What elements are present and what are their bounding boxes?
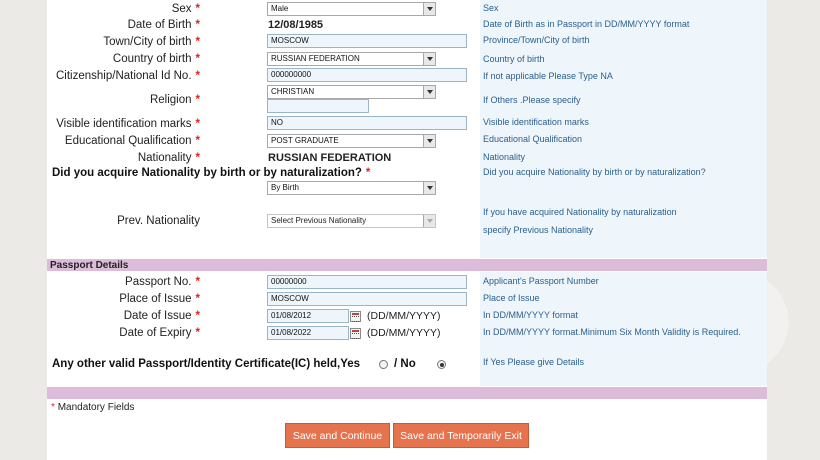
acquire-label: Did you acquire Nationality by birth or by naturalization? *	[52, 167, 371, 179]
help-country: Country of birth	[483, 54, 545, 64]
row-id-marks	[47, 116, 767, 133]
date-of-issue-label: Date of Issue *	[123, 310, 200, 322]
other-passport-no-label: / No	[394, 358, 416, 370]
date-of-issue-format: (DD/MM/YYYY)	[367, 310, 441, 322]
place-of-issue-label: Place of Issue *	[119, 293, 200, 305]
calendar-icon[interactable]	[350, 311, 361, 322]
chevron-down-icon	[423, 135, 435, 147]
help-prev-nationality-1: If you have acquired Nationality by naturalization	[483, 207, 677, 217]
help-religion: If Others .Please specify	[483, 95, 581, 105]
nationality-label: Nationality *	[137, 152, 200, 164]
bottom-section-bar	[47, 387, 767, 399]
acquire-select[interactable]: By Birth	[267, 181, 436, 195]
chevron-down-icon	[423, 215, 435, 227]
chevron-down-icon	[423, 53, 435, 65]
place-of-issue-input[interactable]: MOSCOW	[267, 292, 467, 306]
religion-label: Religion *	[149, 94, 200, 106]
date-of-expiry-input[interactable]: 01/08/2022	[267, 326, 349, 340]
city-label: Town/City of birth *	[103, 36, 200, 48]
citizenship-input[interactable]: 000000000	[267, 68, 467, 82]
passport-no-input[interactable]: 00000000	[267, 275, 467, 289]
dob-label: Date of Birth *	[127, 19, 200, 31]
religion-other-input[interactable]	[267, 99, 369, 113]
passport-section-bar	[47, 259, 767, 271]
help-passport-no: Applicant's Passport Number	[483, 276, 599, 286]
passport-no-label: Passport No. *	[125, 276, 200, 288]
dob-value: 12/08/1985	[268, 19, 324, 31]
religion-select[interactable]: CHRISTIAN	[267, 85, 436, 99]
help-nationality: Nationality	[483, 152, 526, 162]
qualification-label: Educational Qualification *	[64, 135, 200, 147]
sex-select[interactable]: Male	[267, 2, 436, 16]
country-select[interactable]: RUSSIAN FEDERATION	[267, 52, 436, 66]
row-religion	[47, 85, 767, 106]
id-marks-label: Visible identification marks *	[56, 118, 200, 130]
help-other-passport: If Yes Please give Details	[483, 357, 585, 367]
help-id-marks: Visible identification marks	[483, 117, 589, 127]
other-passport-yes-radio[interactable]	[379, 360, 388, 369]
qualification-select[interactable]: POST GRADUATE	[267, 134, 436, 148]
date-of-expiry-format: (DD/MM/YYYY)	[367, 327, 441, 339]
chevron-down-icon	[423, 86, 435, 98]
row-sex	[47, 1, 767, 18]
help-prev-nationality-2: specify Previous Nationality	[483, 225, 594, 235]
nationality-value: RUSSIAN FEDERATION	[268, 152, 392, 164]
sex-label: Sex *	[171, 3, 200, 15]
row-citizenship	[47, 68, 767, 85]
row-passport-no	[47, 275, 767, 292]
other-passport-no-radio[interactable]	[437, 360, 446, 369]
help-date-of-issue: In DD/MM/YYYY format	[483, 310, 578, 320]
row-place-of-issue	[47, 292, 767, 309]
id-marks-input[interactable]: NO	[267, 116, 467, 130]
country-label: Country of birth *	[112, 53, 200, 65]
help-city: Province/Town/City of birth	[483, 35, 590, 45]
mandatory-note: * Mandatory Fields	[51, 402, 135, 413]
row-nationality	[47, 150, 767, 167]
row-other-passport	[47, 357, 767, 374]
save-continue-button[interactable]: Save and Continue	[285, 423, 390, 448]
help-citizenship: If not applicable Please Type NA	[483, 71, 613, 81]
prev-nationality-label: Prev. Nationality	[117, 215, 200, 227]
citizenship-label: Citizenship/National Id No. *	[56, 70, 200, 82]
help-sex: Sex	[483, 3, 499, 13]
date-of-issue-input[interactable]: 01/08/2012	[267, 309, 349, 323]
help-dob: Date of Birth as in Passport in DD/MM/YYYY format	[483, 19, 690, 29]
prev-nationality-select[interactable]: Select Previous Nationality	[267, 214, 436, 228]
calendar-icon[interactable]	[350, 328, 361, 339]
help-qualification: Educational Qualification	[483, 134, 583, 144]
save-exit-button[interactable]: Save and Temporarily Exit	[393, 423, 529, 448]
row-city	[47, 34, 767, 51]
date-of-expiry-label: Date of Expiry *	[119, 327, 200, 339]
chevron-down-icon	[423, 182, 435, 194]
other-passport-label: Any other valid Passport/Identity Certificate(IC) held,Yes	[52, 358, 361, 370]
help-place-of-issue: Place of Issue	[483, 293, 540, 303]
help-acquire: Did you acquire Nationality by birth or by naturalization?	[483, 167, 706, 177]
city-input[interactable]: MOSCOW	[267, 34, 467, 48]
help-date-of-expiry: In DD/MM/YYYY format.Minimum Six Month Validity is Required.	[483, 327, 741, 337]
chevron-down-icon	[423, 3, 435, 15]
row-country	[47, 51, 767, 68]
row-date-of-issue	[47, 309, 767, 326]
passport-section-title: Passport Details	[50, 260, 129, 271]
row-qualification	[47, 133, 767, 150]
